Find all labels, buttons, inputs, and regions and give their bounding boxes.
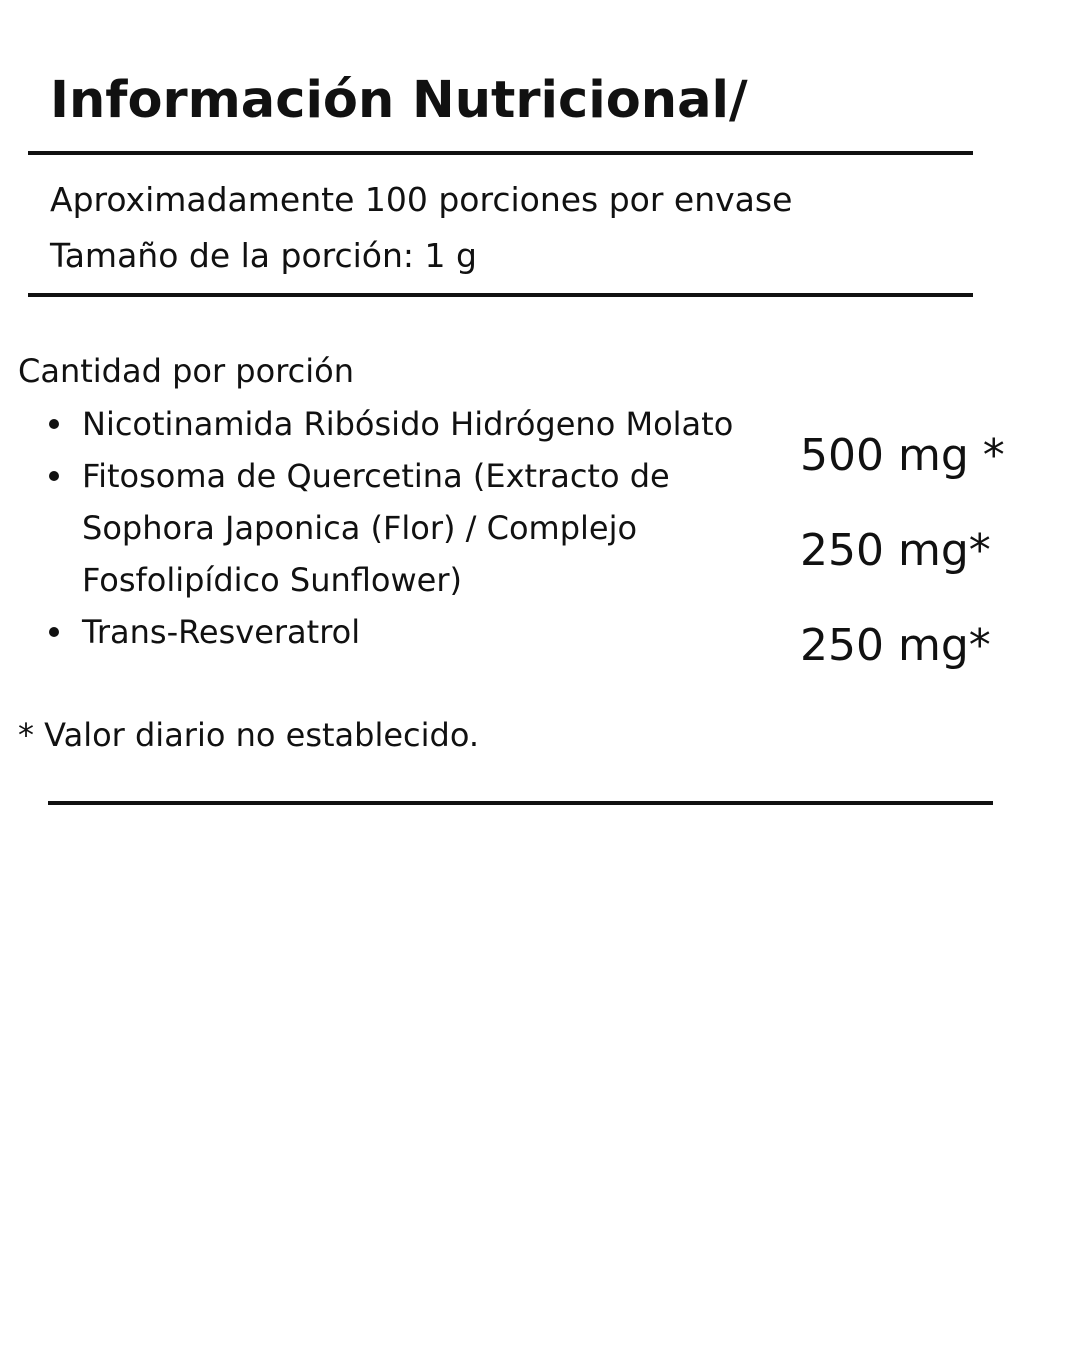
bullet-icon bbox=[49, 419, 59, 429]
ingredient-name: Fitosoma de Quercetina (Extracto de Sophora Japonica (Flor) / Complejo Fosfolipídico Sunflower) bbox=[82, 457, 670, 599]
ingredient-list bbox=[0, 398, 760, 658]
footnote: * Valor diario no establecido. bbox=[18, 716, 480, 754]
ingredient-name: Nicotinamida Ribósido Hidrógeno Molato bbox=[82, 405, 734, 443]
page-title: Información Nutricional/ bbox=[50, 71, 748, 130]
divider-top bbox=[28, 151, 973, 155]
ingredient-item bbox=[0, 450, 760, 606]
divider-middle bbox=[28, 293, 973, 297]
bullet-icon bbox=[49, 627, 59, 637]
ingredient-amount: 250 mg* bbox=[800, 620, 991, 671]
ingredient-amount: 250 mg* bbox=[800, 525, 991, 576]
ingredient-name: Trans-Resveratrol bbox=[82, 613, 361, 651]
divider-bottom bbox=[48, 801, 993, 805]
bullet-icon bbox=[49, 471, 59, 481]
serving-info bbox=[50, 172, 792, 284]
ingredient-amount: 500 mg * bbox=[800, 430, 1005, 481]
ingredient-item bbox=[0, 606, 760, 658]
servings-per-container: Aproximadamente 100 porciones por envase bbox=[50, 180, 793, 219]
ingredient-item bbox=[0, 398, 760, 450]
amount-per-serving-label: Cantidad por porción bbox=[18, 352, 354, 390]
serving-size: Tamaño de la porción: 1 g bbox=[50, 236, 477, 275]
